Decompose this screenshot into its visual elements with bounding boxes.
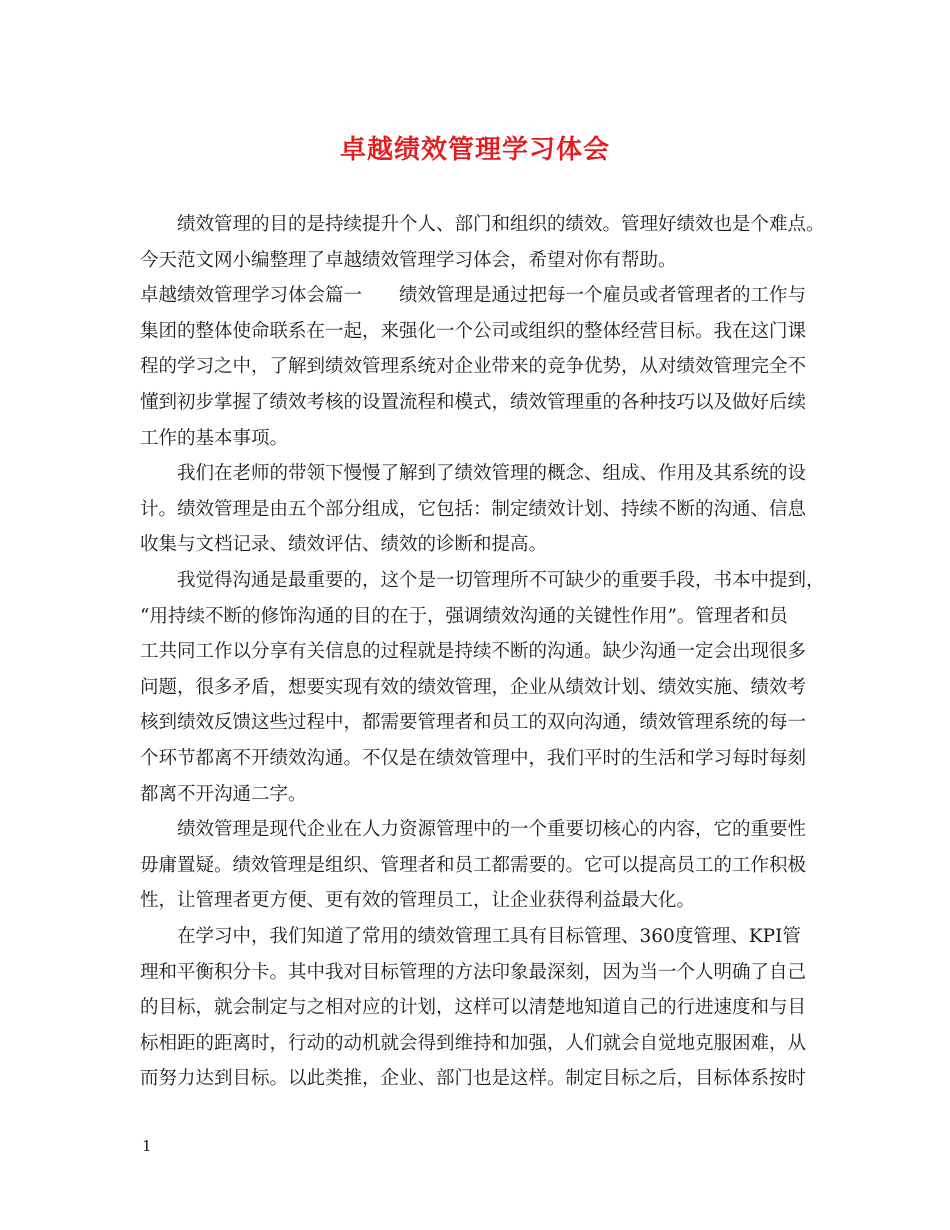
body-text-line: 工共同工作以分享有关信息的过程就是持续不断的沟通。缺少沟通一定会出现很多 xyxy=(140,641,807,663)
body-text-line: 而努力达到目标。以此类推，企业、部门也是这样。制定目标之后，目标体系按时 xyxy=(140,1068,807,1090)
body-text-line: 在学习中，我们知道了常用的绩效管理工具有目标管理、360度管理、KPI管 xyxy=(140,926,801,947)
body-text-line: 工作的基本事项。 xyxy=(140,427,289,449)
body-text-line: 核到绩效反馈这些过程中，都需要管理者和员工的双向沟通，绩效管理系统的每一 xyxy=(140,712,807,734)
body-text-line: 的目标，就会制定与之相对应的计划，这样可以清楚地知道自己的行进速度和与目 xyxy=(140,997,807,1019)
body-text-line: 程的学习之中，了解到绩效管理系统对企业带来的竞争优势，从对绩效管理完全不 xyxy=(140,356,807,378)
body-text-line: 都离不开沟通二字。 xyxy=(140,783,307,805)
body-text-line: 性，让管理者更方便、更有效的管理员工，让企业获得利益最大化。 xyxy=(140,890,696,912)
body-text-line: 卓越绩效管理学习体会篇一 绩效管理是通过把每一个雇员或者管理者的工作与 xyxy=(140,285,807,307)
body-text-line: 个环节都离不开绩效沟通。不仅是在绩效管理中，我们平时的生活和学习每时每刻 xyxy=(140,748,807,769)
body-text-line: 收集与文档记录、绩效评估、绩效的诊断和提高。 xyxy=(140,534,548,556)
body-text-line: 问题，很多矛盾，想要实现有效的绩效管理，企业从绩效计划、绩效实施、绩效考 xyxy=(140,676,807,698)
body-text-line: 毋庸置疑。绩效管理是组织、管理者和员工都需要的。它可以提高员工的工作积极 xyxy=(140,854,807,876)
body-text-line: 标相距的距离时，行动的动机就会得到维持和加强，人们就会自觉地克服困难，从 xyxy=(140,1032,807,1054)
document-title: 卓越绩效管理学习体会 xyxy=(339,135,610,165)
body-text-line: 我觉得沟通是最重要的，这个是一切管理所不可缺少的重要手段，书本中提到， xyxy=(140,570,825,591)
body-text-line: 绩效管理的目的是持续提升个人、部门和组织的绩效。管理好绩效也是个难点。 xyxy=(140,214,825,235)
body-text-line: 绩效管理是现代企业在人力资源管理中的一个重要切核心的内容，它的重要性 xyxy=(140,819,807,841)
body-text-line: 理和平衡积分卡。其中我对目标管理的方法印象最深刻，因为当一个人明确了自己 xyxy=(140,961,807,983)
body-text-line: 我们在老师的带领下慢慢了解到了绩效管理的概念、组成、作用及其系统的设 xyxy=(140,463,807,485)
body-text-line: 今天范文网小编整理了卓越绩效管理学习体会，希望对你有帮助。 xyxy=(140,249,677,271)
page-number: 1 xyxy=(142,1137,152,1155)
body-text-line: 懂到初步掌握了绩效考核的设置流程和模式，绩效管理重的各种技巧以及做好后续 xyxy=(140,392,807,413)
body-text-line: 集团的整体使命联系在一起，来强化一个公司或组织的整体经营目标。我在这门课 xyxy=(140,320,807,342)
body-text-line: “用持续不断的修饰沟通的目的在于，强调绩效沟通的关键性作用”。管理者和员 xyxy=(140,605,788,627)
body-text-line: 计。绩效管理是由五个部分组成，它包括：制定绩效计划、持续不断的沟通、信息 xyxy=(140,498,807,520)
